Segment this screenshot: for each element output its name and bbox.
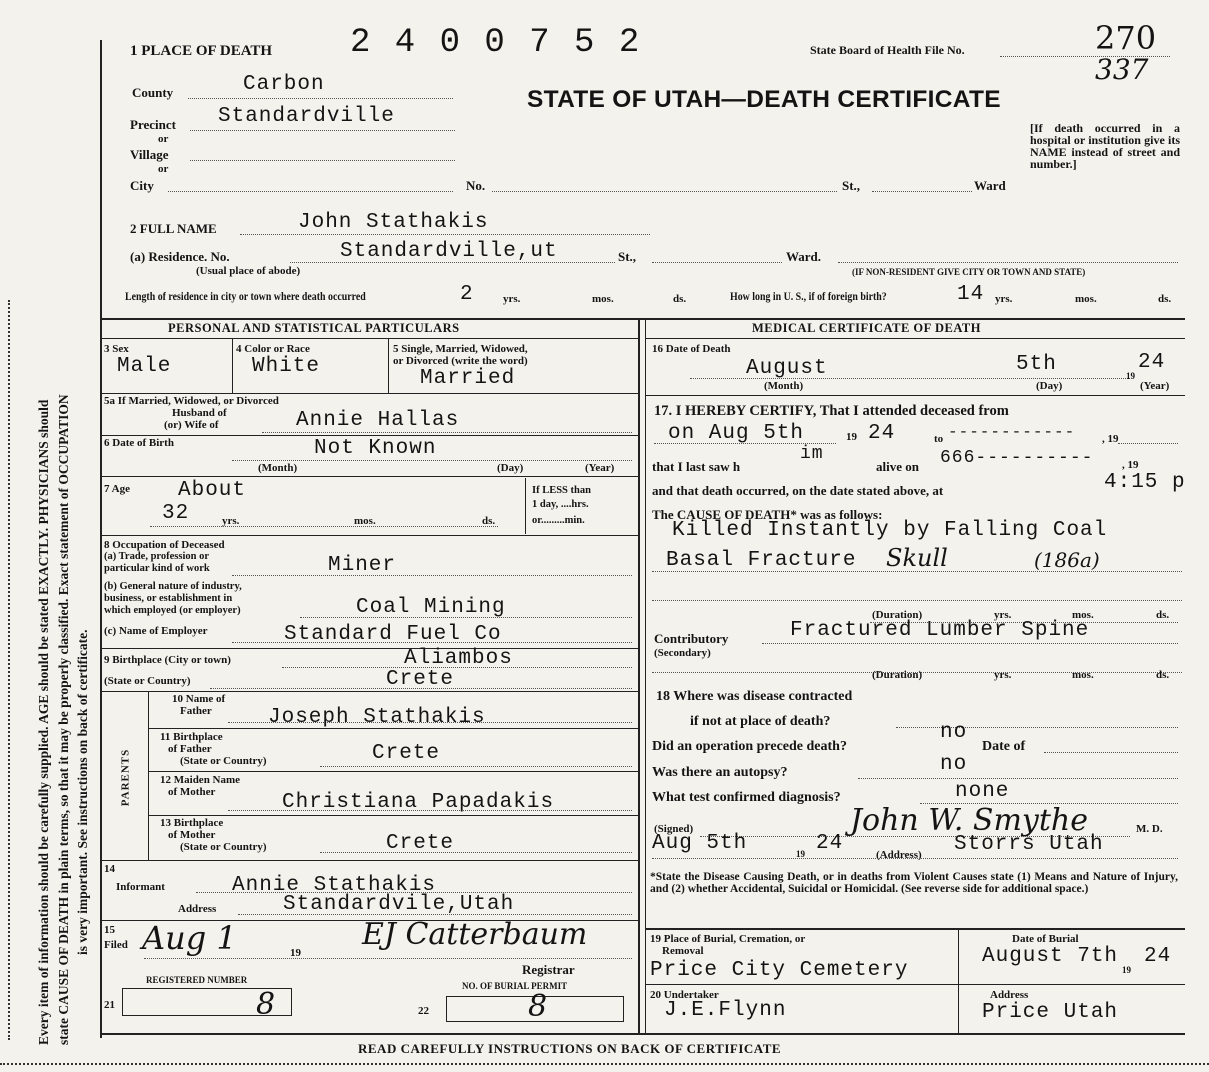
informant-address-label: Address [178,903,217,915]
perforation [8,300,10,1040]
contributory-line [762,643,1178,644]
occupation-value: Miner [328,554,397,577]
ds-label: ds. [1156,609,1170,621]
alive-year-label: , 19 [1122,459,1139,471]
row-rule [100,476,638,477]
medical-header: MEDICAL CERTIFICATE OF DEATH [752,321,981,335]
city-line [168,191,453,192]
county-value: Carbon [243,73,325,96]
father-birthplace-label-3: (State or Country) [180,755,267,767]
date-of-death-year: 24 [1138,351,1166,374]
length-residence-years: 2 [460,283,474,306]
spouse-label-2: Husband of [172,407,227,419]
dob-line [232,460,632,461]
father-birthplace-value: Crete [372,742,441,765]
column-divider-inner [645,318,646,1033]
mother-birthplace-label-2: of Mother [168,829,216,841]
divider [958,928,959,1033]
father-value: Joseph Stathakis [268,706,486,729]
registrar-label: Registrar [522,962,575,977]
color-label: 4 Color or Race [236,343,310,355]
burial-place-label: 19 Place of Burial, Cremation, or [650,933,806,945]
operation-value: no [940,721,968,744]
duration-label: (Duration) [872,609,923,621]
filed-label: Filed [104,939,128,951]
section-rule [100,318,1185,320]
age-line [150,526,498,527]
month-label: (Month) [764,380,804,392]
residence-ward-line [838,262,1178,263]
ds-label: ds. [1156,669,1170,681]
burial-year: 24 [1144,945,1172,968]
mos-label: mos. [592,293,614,305]
residence-ward-label: Ward. [786,249,822,264]
informant-value: Annie Stathakis [232,874,437,897]
st-line [872,191,972,192]
if-less-label-3: or.........min. [532,515,585,526]
row-rule [148,771,638,772]
box-22-label: 22 [418,1005,429,1017]
column-divider [638,318,640,1033]
spouse-label: 5a If Married, Widowed, or Divorced [104,395,279,407]
day-label: (Day) [497,462,524,474]
yrs-label: yrs. [995,293,1013,305]
date-of-death-label: 16 Date of Death [652,343,731,355]
ds-label: ds. [1158,293,1172,305]
burial-permit-value: 8 [528,989,548,1024]
year-label: (Year) [1140,380,1170,392]
undertaker-value: J.E.Flynn [664,999,787,1022]
color-value: White [252,355,321,378]
row-rule [100,648,638,649]
or-label: or [158,163,169,175]
registrar-signature: EJ Catterbaum [362,917,588,952]
burial-date-label: Date of Burial [1012,933,1079,945]
date-of-death-month: August [746,357,828,380]
md-label: M. D. [1136,823,1163,835]
occupation-a-label-2: particular kind of work [104,563,210,574]
birthplace-city: Aliambos [404,647,513,670]
marital-value: Married [420,367,516,390]
if-less-label-2: 1 day, ....hrs. [532,499,589,510]
test-label: What test confirmed diagnosis? [652,790,841,805]
full-name-label: 2 FULL NAME [130,221,217,236]
village-label: Village [130,147,169,162]
occupation-a-label: (a) Trade, profession or [104,551,209,562]
to-year-line [1118,443,1178,444]
box-21-label: 21 [104,999,115,1011]
undertaker-address-value: Price Utah [982,1001,1119,1024]
date-of-label: Date of [982,739,1026,754]
certificate-title: STATE OF UTAH—DEATH CERTIFICATE [527,86,1001,113]
row-rule [100,535,638,536]
full-name-line [240,234,650,235]
yrs-label: yrs. [994,669,1012,681]
date-of-death-day: 5th [1016,353,1057,376]
bottom-perforation [0,1063,1209,1065]
row-rule [100,691,638,692]
cause-footnote: *State the Disease Causing Death, or in deaths from Violent Causes state (1) Means and Nature of Injury, and (2) whether Accidental, Suicidal or Homicidal. (See reverse side for additional space.) [650,871,1178,895]
burial-place-value: Price City Cemetery [650,959,909,982]
birthplace-country-label: (State or Country) [104,675,191,687]
city-label: City [130,178,154,193]
spouse-line [262,432,632,433]
informant-label: Informant [116,881,165,893]
certificate-number: 2 4 0 0 7 5 2 [350,24,642,62]
parents-divider [148,691,149,861]
contributory-label: Contributory [654,631,729,646]
ds-label: ds. [482,515,496,527]
footer-instructions: READ CAREFULLY INSTRUCTIONS ON BACK OF CERTIFICATE [358,1041,782,1056]
row-rule [645,928,1185,930]
mother-birthplace-line [320,852,632,853]
age-label: 7 Age [104,483,130,495]
row-rule [148,728,638,729]
occupation-line [232,575,632,576]
cause-code: (186a) [1034,548,1100,572]
contributory-value: Fractured Lumber Spine [790,619,1090,642]
father-birthplace-line [320,766,632,767]
father-label: 10 Name of [172,693,226,705]
row-rule [148,815,638,816]
marital-label-2: or Divorced (write the word) [393,355,528,367]
burial-year-prefix: 19 [1122,965,1131,975]
last-saw-pronoun: im [800,444,824,464]
st-label: St., [842,178,861,193]
informant-address-value: Standardvile,Utah [283,893,515,916]
divider [388,338,389,394]
side-instructions-line: Every item of information should be carefully supplied. AGE should be stated EXACTLY. PHYSICIANS should [36,399,51,1045]
cause-line-2 [652,600,1182,601]
place-of-death-label: 1 PLACE OF DEATH [130,43,273,59]
precinct-line [190,130,455,131]
cause-primary: Killed Instantly by Falling Coal [672,519,1108,542]
registered-number-value: 8 [256,987,276,1022]
length-residence-label: Length of residence in city or town where death occurred [125,291,366,303]
informant-number: 14 [104,863,115,875]
operation-label: Did an operation precede death? [652,739,847,754]
duration-label: (Duration) [872,669,923,681]
time-of-death: 4:15 p [1104,471,1186,494]
or-label: or [158,133,169,145]
yrs-label: yrs. [994,609,1012,621]
no-label: No. [466,178,486,193]
row-rule [100,393,638,394]
dob-label: 6 Date of Birth [104,437,174,449]
parents-label: PARENTS [119,748,132,807]
father-birthplace-label-2: of Father [168,743,212,755]
mos-label: mos. [354,515,376,527]
signed-address-line [652,858,1178,859]
file-no-alt: 337 [1095,53,1149,86]
q18-label-2: if not at place of death? [690,714,831,729]
divider [525,478,526,534]
year-label: (Year) [585,462,615,474]
signed-address: Storrs Utah [954,833,1104,856]
if-less-label: If LESS than [532,485,591,496]
alive-on-value: 666---------- [940,448,1094,468]
to-label: to [934,433,944,445]
father-birthplace-label: 11 Birthplace [160,731,223,743]
alive-on-label: alive on [876,459,919,474]
mother-birthplace-label-3: (State or Country) [180,841,267,853]
undertaker-label: 20 Undertaker [650,989,719,1001]
hospital-note: [If death occurred in a hospital or institution give its NAME instead of street and number.] [1030,121,1180,171]
residence-st-label: St., [618,249,637,264]
industry-value: Coal Mining [356,596,506,619]
personal-header: PERSONAL AND STATISTICAL PARTICULARS [168,321,460,335]
medical-header-rule [645,338,1185,339]
bottom-rule [100,1033,1185,1035]
yrs-label: yrs. [222,515,240,527]
industry-label: (b) General nature of industry, [104,581,242,592]
autopsy-line [858,778,1178,779]
sex-label: 3 Sex [104,343,129,355]
usual-abode-label: (Usual place of abode) [196,265,301,277]
sex-value: Male [117,355,172,378]
date-of-line [1044,752,1178,753]
occurred-label: and that death occurred, on the date stated above, at [652,483,944,498]
mother-value: Christiana Papadakis [282,791,555,814]
no-line [492,191,837,192]
q18-label: 18 Where was disease contracted [656,689,853,704]
filed-number: 15 [104,924,115,936]
address-label: (Address) [876,849,922,861]
precinct-value: Standardville [218,105,395,128]
registered-number-label: REGISTERED NUMBER [146,975,248,985]
county-line [188,98,453,99]
signed-label: (Signed) [654,823,694,835]
cause-secondary: Basal Fracture [666,549,857,572]
secondary-label: (Secondary) [654,647,711,659]
ward-label: Ward [974,178,1006,193]
row-rule [645,984,1185,985]
cause-label: The CAUSE OF DEATH* was as follows: [652,507,883,522]
attended-to-value: ------------ [948,423,1076,441]
mos-label: mos. [1075,293,1097,305]
mother-birthplace-label: 13 Birthplace [160,817,224,829]
age-value: 32 [162,502,190,525]
burial-place-label-2: Removal [662,945,704,957]
last-saw-label: that I last saw h [652,459,741,474]
nonresident-label: (IF NON-RESIDENT GIVE CITY OR TOWN AND STATE) [852,267,1086,277]
signed-date: Aug 5th [652,832,748,855]
row-rule [100,860,638,861]
filed-year-label: 19 [290,947,301,959]
day-label: (Day) [1036,380,1063,392]
attended-year: 24 [868,422,896,445]
age-about: About [178,479,247,502]
file-no-value: 270 [1095,19,1157,57]
birthplace-label: 9 Birthplace (City or town) [104,654,231,666]
mos-label: mos. [1072,609,1094,621]
side-instructions-line: is very important. See instructions on back of certificate. [75,629,90,955]
mother-label-2: of Mother [168,786,216,798]
precinct-label: Precinct [130,117,176,132]
birthplace-country: Crete [386,668,455,691]
attended-year-prefix: 19 [846,431,857,443]
residence-st-line [652,262,782,263]
divider [232,338,233,394]
occupation-label: 8 Occupation of Deceased [104,539,225,551]
industry-label-2: business, or establishment in [104,593,233,604]
spouse-label-3: (or) Wife of [164,419,219,431]
autopsy-label: Was there an autopsy? [652,765,788,780]
test-value: none [955,780,1010,803]
mother-birthplace-value: Crete [386,832,455,855]
to-year-label: , 19 [1102,433,1119,445]
left-border [100,40,102,1038]
personal-header-rule [100,338,638,339]
side-instructions-line: state CAUSE OF DEATH in plain terms, so that it may be properly classified. Exact statement of OCCUPATION [55,394,71,1045]
county-label: County [132,85,174,100]
autopsy-value: no [940,753,968,776]
ds-label: ds. [673,293,687,305]
filed-line [144,958,632,959]
physician-signature: John W. Smythe [850,803,1089,838]
residence-label: (a) Residence. No. [130,249,230,264]
month-label: (Month) [258,462,298,474]
employer-label: (c) Name of Employer [104,625,208,637]
q18-line [896,727,1178,728]
full-name-value: John Stathakis [298,211,489,234]
mos-label: mos. [1072,669,1094,681]
mother-label: 12 Maiden Name [160,774,241,786]
cause-handwritten: Skull [886,544,948,572]
dob-value: Not Known [314,437,437,460]
industry-label-3: which employed (or employer) [104,605,241,616]
signed-year-prefix: 19 [796,849,805,859]
file-no-label: State Board of Health File No. [810,43,965,57]
us-residence-years: 14 [957,283,985,306]
village-line [190,160,455,161]
us-residence-label: How long in U. S., if of foreign birth? [730,291,887,303]
death-year-prefix: 19 [1126,371,1135,381]
father-label-2: Father [180,705,212,717]
residence-value: Standardville,ut [340,240,558,263]
burial-date-value: August 7th [982,945,1119,968]
undertaker-address-label: Address [990,989,1029,1001]
signed-year: 24 [816,832,844,855]
side-instructions [37,45,103,1045]
row-rule [645,395,1185,396]
employer-value: Standard Fuel Co [284,623,502,646]
burial-permit-label: NO. OF BURIAL PERMIT [462,981,568,991]
filed-date-handwritten: Aug 1 [142,919,237,957]
marital-label: 5 Single, Married, Widowed, [393,343,528,355]
yrs-label: yrs. [503,293,521,305]
attended-from-value: on Aug 5th [668,422,805,445]
spouse-value: Annie Hallas [296,409,460,432]
row-rule [100,435,638,436]
certify-label: 17. I HEREBY CERTIFY, That I attended deceased from [654,403,1009,419]
